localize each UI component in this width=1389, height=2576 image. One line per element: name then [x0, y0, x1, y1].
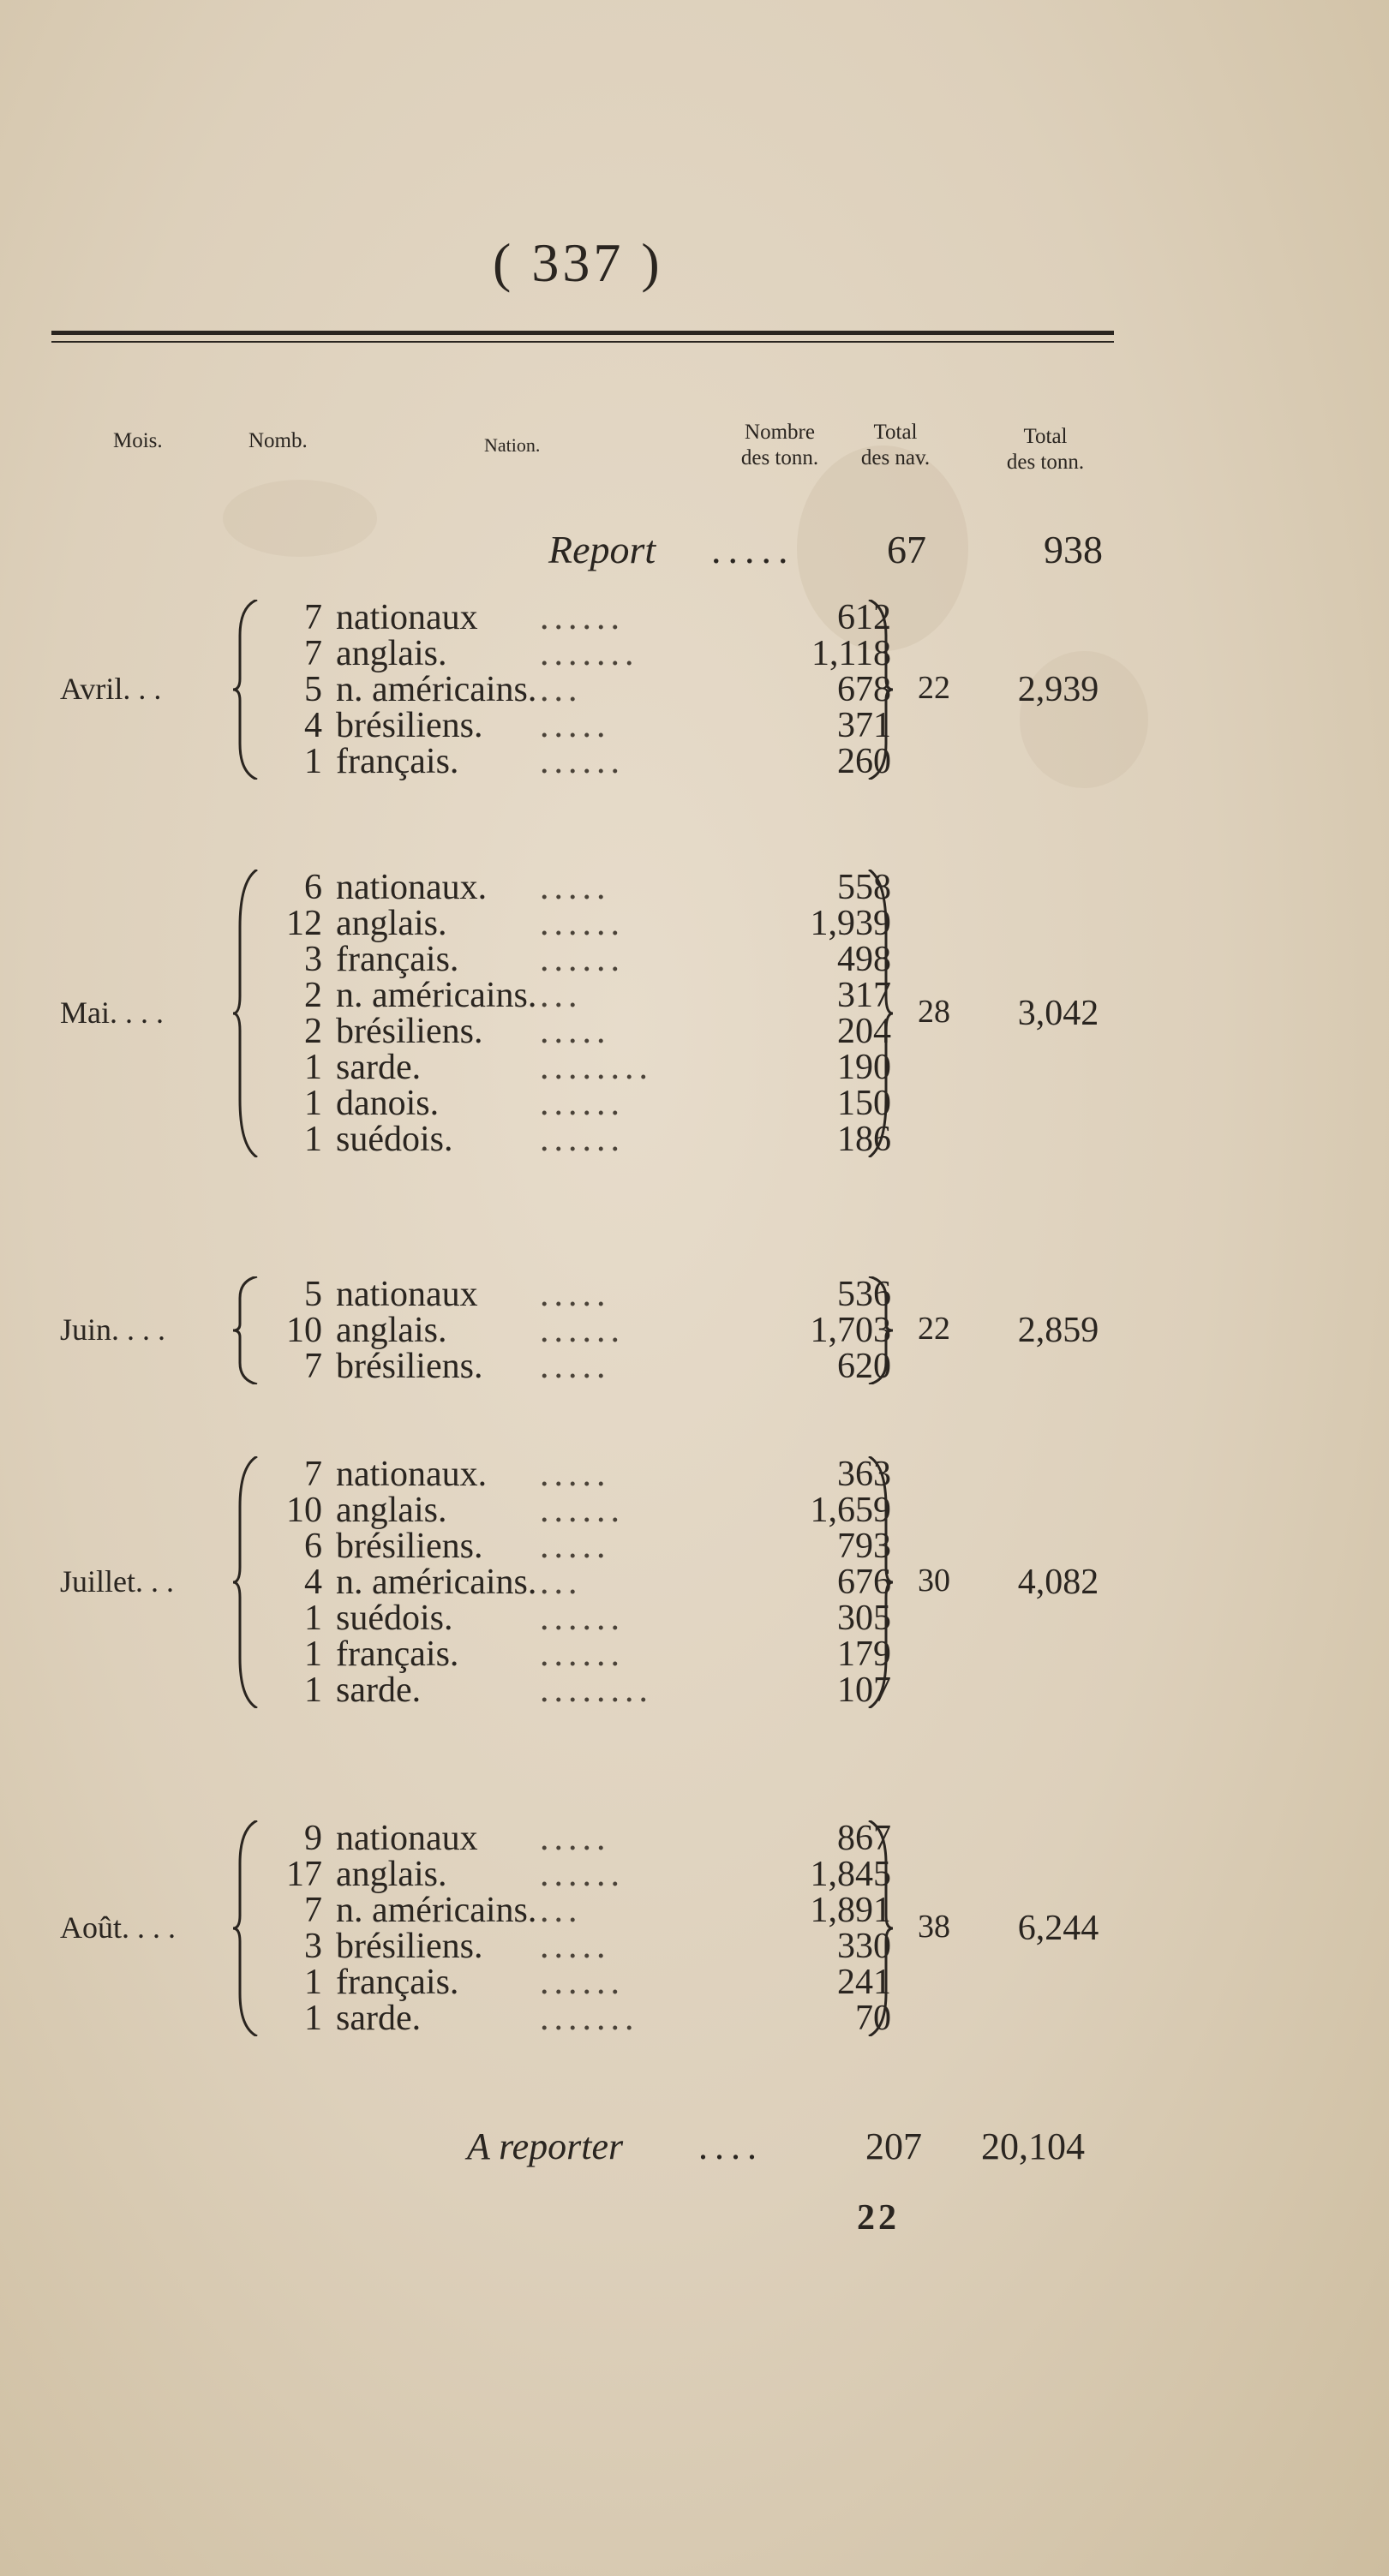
- leader-dots: .....: [540, 1819, 611, 1858]
- nation-name: brésiliens.: [336, 1927, 483, 1966]
- leader-dots: ......: [540, 1084, 625, 1123]
- month-total-nav: 22: [918, 1311, 950, 1347]
- carry-line: [467, 2125, 1324, 2176]
- ship-count: 1: [304, 1671, 322, 1710]
- nation-name: anglais.: [336, 1491, 447, 1530]
- tonnage: 1,703: [810, 1311, 891, 1350]
- report-label: Report: [548, 528, 656, 571]
- carry-tonn: 20,104: [981, 2125, 1085, 2167]
- brace-left: [231, 1276, 260, 1384]
- leader-dots: ......: [540, 940, 625, 979]
- ship-count: 1: [304, 1120, 322, 1159]
- header-nation: Nation.: [484, 434, 541, 456]
- month-group: [0, 600, 1389, 790]
- header-des-tonn-2: des tonn.: [1006, 451, 1085, 474]
- table-row: [257, 1667, 891, 1714]
- nation-name: nationaux.: [336, 1455, 488, 1494]
- tonnage: 371: [837, 706, 891, 745]
- report-nav: 67: [887, 528, 926, 571]
- tonnage: 186: [837, 1120, 891, 1159]
- leader-dots: .....: [540, 1527, 611, 1566]
- leader-dots: ...: [540, 1563, 583, 1602]
- leader-dots: ......: [540, 1491, 625, 1530]
- month-name: Mai. . . .: [60, 995, 164, 1030]
- brace-left: [231, 870, 260, 1157]
- tonnage: 305: [837, 1599, 891, 1638]
- tonnage: 558: [837, 868, 891, 907]
- report-line: [548, 527, 1337, 578]
- ship-count: 1: [304, 742, 322, 781]
- leader-dots: .....: [540, 1347, 611, 1386]
- ship-count: 1: [304, 1635, 322, 1674]
- month-name: Juillet. . .: [60, 1564, 174, 1599]
- nation-name: anglais.: [336, 1855, 447, 1894]
- month-total-nav: 22: [918, 670, 950, 706]
- table-row: [257, 1343, 891, 1390]
- month-group: [0, 870, 1389, 1168]
- leader-dots: .....: [540, 1927, 611, 1966]
- leader-dots: ......: [540, 1635, 625, 1674]
- nation-name: nationaux.: [336, 868, 488, 907]
- nation-name: nationaux: [336, 598, 478, 637]
- nation-name: anglais.: [336, 634, 447, 673]
- tonnage: 620: [837, 1347, 891, 1386]
- carry-dots: ....: [698, 2125, 763, 2167]
- month-total-nav: 30: [918, 1563, 950, 1599]
- ship-count: 10: [286, 1491, 322, 1530]
- ship-count: 1: [304, 1599, 322, 1638]
- tonnage: 1,118: [811, 634, 891, 673]
- ship-count: 6: [304, 1527, 322, 1566]
- ship-count: 7: [304, 598, 322, 637]
- nation-name: n. américains.: [336, 670, 537, 709]
- header-nombre: Nombre: [745, 421, 815, 444]
- brace-left: [231, 1820, 260, 2036]
- header-mois: Mois.: [113, 429, 163, 452]
- page-number: ( 337 ): [493, 232, 663, 293]
- tonnage: 330: [837, 1927, 891, 1966]
- nation-name: suédois.: [336, 1599, 453, 1638]
- signature-mark: 22: [857, 2198, 900, 2238]
- ship-count: 7: [304, 1891, 322, 1930]
- paper-stain: [223, 480, 377, 557]
- nation-name: n. américains.: [336, 976, 537, 1015]
- header-rule-thin: [51, 341, 1114, 343]
- ship-count: 9: [304, 1819, 322, 1858]
- leader-dots: ......: [540, 1311, 625, 1350]
- header-total-2: Total: [1023, 425, 1068, 448]
- leader-dots: ...: [540, 1891, 583, 1930]
- header-total-1: Total: [873, 421, 918, 444]
- ship-count: 10: [286, 1311, 322, 1350]
- carry-label: A reporter: [467, 2125, 624, 2167]
- leader-dots: .......: [540, 634, 639, 673]
- header-nombre-tonn: [720, 420, 840, 471]
- month-group: [0, 1276, 1389, 1395]
- tonnage: 867: [837, 1819, 891, 1858]
- header-total-nav: [848, 420, 943, 471]
- month-name: Juin. . . .: [60, 1312, 166, 1347]
- leader-dots: .......: [540, 1999, 639, 2038]
- tonnage: 1,659: [810, 1491, 891, 1530]
- leader-dots: ......: [540, 904, 625, 943]
- ship-count: 1: [304, 1963, 322, 2002]
- table-row: [257, 1995, 891, 2042]
- ship-count: 4: [304, 1563, 322, 1602]
- tonnage: 1,939: [810, 904, 891, 943]
- nation-name: français.: [336, 742, 459, 781]
- ship-count: 7: [304, 1455, 322, 1494]
- tonnage: 536: [837, 1275, 891, 1314]
- tonnage: 1,845: [810, 1855, 891, 1894]
- leader-dots: .....: [540, 706, 611, 745]
- tonnage: 107: [837, 1671, 891, 1710]
- tonnage: 498: [837, 940, 891, 979]
- month-group: [0, 1820, 1389, 2047]
- tonnage: 70: [855, 1999, 891, 2038]
- nation-name: français.: [336, 1963, 459, 2002]
- tonnage: 612: [837, 598, 891, 637]
- leader-dots: ...: [540, 670, 583, 709]
- nation-name: français.: [336, 940, 459, 979]
- tonnage: 190: [837, 1048, 891, 1087]
- nation-name: sarde.: [336, 1671, 422, 1710]
- leader-dots: .....: [540, 1455, 611, 1494]
- header-des-tonn: des tonn.: [740, 446, 819, 469]
- ship-count: 1: [304, 1999, 322, 2038]
- month-total-tonn: 4,082: [1017, 1563, 1099, 1602]
- report-dots: .....: [711, 528, 795, 571]
- tonnage: 363: [837, 1455, 891, 1494]
- month-total-tonn: 6,244: [1017, 1909, 1099, 1948]
- header-nomb: Nomb.: [248, 429, 308, 452]
- tonnage: 793: [837, 1527, 891, 1566]
- nation-name: brésiliens.: [336, 1527, 483, 1566]
- nation-name: nationaux: [336, 1819, 478, 1858]
- nation-name: français.: [336, 1635, 459, 1674]
- nation-name: n. américains.: [336, 1891, 537, 1930]
- report-tonn: 938: [1044, 528, 1103, 571]
- tonnage: 676: [837, 1563, 891, 1602]
- table-row: [257, 738, 891, 786]
- tonnage: 179: [837, 1635, 891, 1674]
- month-total-tonn: 2,939: [1017, 670, 1099, 709]
- nation-name: n. américains.: [336, 1563, 537, 1602]
- nation-name: nationaux: [336, 1275, 478, 1314]
- ship-count: 2: [304, 1012, 322, 1051]
- leader-dots: ......: [540, 598, 625, 637]
- ship-count: 3: [304, 940, 322, 979]
- header-total-tonn: [985, 424, 1105, 475]
- leader-dots: ........: [540, 1048, 653, 1087]
- ship-count: 12: [286, 904, 322, 943]
- ship-count: 1: [304, 1084, 322, 1123]
- month-name: Avril. . .: [60, 672, 162, 706]
- leader-dots: ......: [540, 1120, 625, 1159]
- month-total-tonn: 2,859: [1017, 1311, 1099, 1350]
- nation-name: anglais.: [336, 1311, 447, 1350]
- ship-count: 6: [304, 868, 322, 907]
- ship-count: 7: [304, 634, 322, 673]
- brace-left: [231, 600, 260, 780]
- month-total-tonn: 3,042: [1017, 994, 1099, 1033]
- header-rule: [51, 331, 1114, 335]
- nation-name: suédois.: [336, 1120, 453, 1159]
- ship-count: 2: [304, 976, 322, 1015]
- month-total-nav: 28: [918, 994, 950, 1030]
- ship-count: 5: [304, 670, 322, 709]
- ship-count: 17: [286, 1855, 322, 1894]
- table-row: [257, 1116, 891, 1163]
- ship-count: 3: [304, 1927, 322, 1966]
- nation-name: danois.: [336, 1084, 440, 1123]
- tonnage: 150: [837, 1084, 891, 1123]
- nation-name: brésiliens.: [336, 1012, 483, 1051]
- nation-name: anglais.: [336, 904, 447, 943]
- ship-count: 4: [304, 706, 322, 745]
- leader-dots: .....: [540, 1012, 611, 1051]
- header-des-nav: des nav.: [860, 446, 931, 469]
- tonnage: 204: [837, 1012, 891, 1051]
- tonnage: 317: [837, 976, 891, 1015]
- brace-left: [231, 1456, 260, 1708]
- ship-count: 1: [304, 1048, 322, 1087]
- tonnage: 1,891: [810, 1891, 891, 1930]
- nation-name: sarde.: [336, 1999, 422, 2038]
- leader-dots: ......: [540, 1963, 625, 2002]
- month-total-nav: 38: [918, 1909, 950, 1945]
- nation-name: brésiliens.: [336, 1347, 483, 1386]
- leader-dots: .....: [540, 868, 611, 907]
- carry-nav: 207: [865, 2125, 922, 2167]
- ship-count: 7: [304, 1347, 322, 1386]
- leader-dots: ......: [540, 1599, 625, 1638]
- leader-dots: .....: [540, 1275, 611, 1314]
- leader-dots: ......: [540, 742, 625, 781]
- leader-dots: ........: [540, 1671, 653, 1710]
- leader-dots: ...: [540, 976, 583, 1015]
- nation-name: brésiliens.: [336, 706, 483, 745]
- month-name: Août. . . .: [60, 1910, 176, 1945]
- ship-count: 5: [304, 1275, 322, 1314]
- nation-name: sarde.: [336, 1048, 422, 1087]
- tonnage: 241: [837, 1963, 891, 2002]
- leader-dots: ......: [540, 1855, 625, 1894]
- tonnage: 260: [837, 742, 891, 781]
- tonnage: 678: [837, 670, 891, 709]
- month-group: [0, 1456, 1389, 1718]
